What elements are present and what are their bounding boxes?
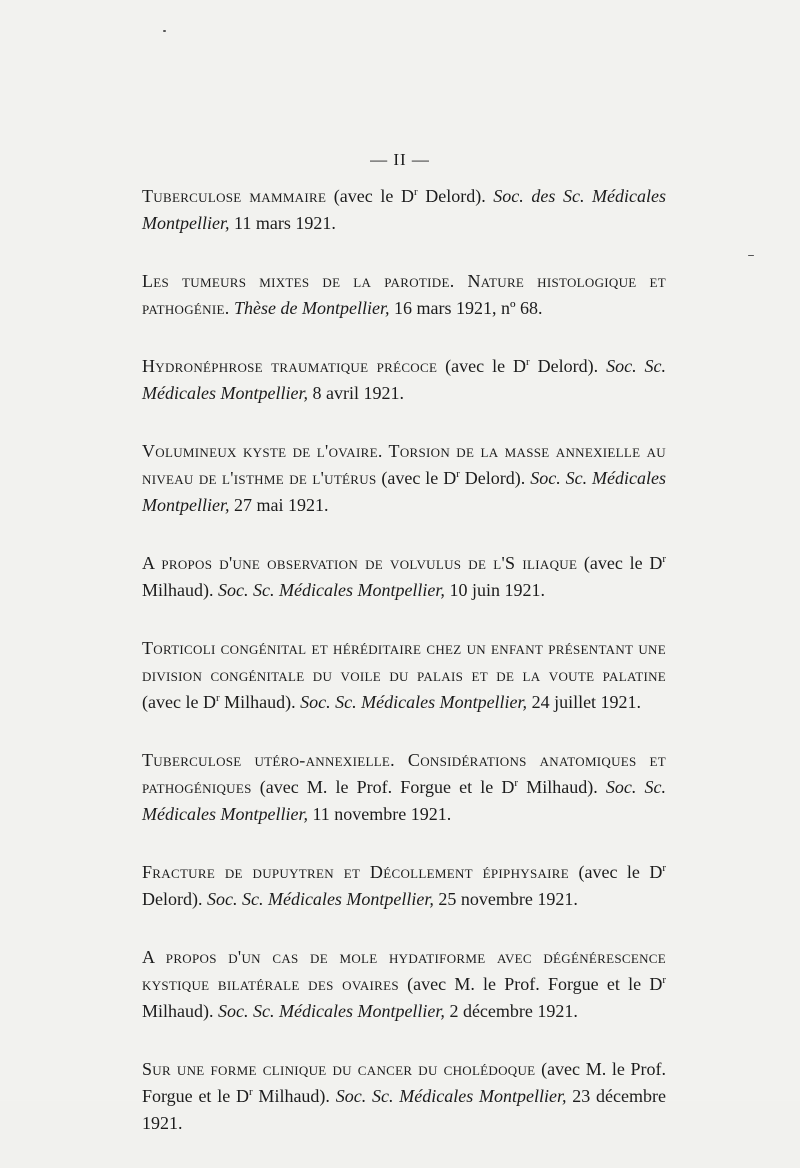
entry-coauthors: (avec le $D^r$ Delord). [376,468,531,488]
entry-coauthors: (avec M. le Prof. Forgue et le $D^r$ Milhaud). [142,1059,666,1106]
entry-publication: Soc. Sc. Médicales Montpellier, [218,1001,445,1021]
entry-publication: Soc. Sc. Médicales Montpellier, [206,889,434,909]
entry-coauthors: (avec le $D^r$ Delord). [437,356,607,376]
entry-coauthors: (avec M. le Prof. Forgue et le $D^r$ Milhaud). [142,974,666,1021]
entry-date: 11 novembre 1921. [307,804,452,824]
entry-coauthors: (avec le $D^r$ Milhaud). [142,692,301,712]
entry-date: 24 juillet 1921. [527,692,642,712]
entry-date: 27 mai 1921. [229,495,329,515]
entry-date: 25 novembre 1921. [433,889,578,909]
entry-coauthors: (avec le $D^r$ Milhaud). [142,553,667,600]
entry-publication: Soc. Sc. Médicales Montpellier, [300,692,528,712]
ink-speck [748,255,754,256]
entry-title: Tuberculose utéro-annexielle. Considérations anatomiques et pathogéniques [142,750,666,797]
entry-publication: Soc. Sc. Médicales Montpellier, [142,356,667,403]
entry-title: Sur une forme clinique du cancer du cholédoque [142,1059,536,1079]
bibliography-entry [142,944,666,1025]
entry-title: Volumineux kyste de l'ovaire. Torsion de la masse annexielle au niveau de l'isthme de l'utérus [142,441,666,488]
bibliography-entry [142,1056,666,1137]
entry-date: 2 décembre 1921. [444,1001,578,1021]
bibliography-entry [142,635,666,716]
bibliography-entry [142,550,666,604]
bibliography-list [142,183,666,1168]
entry-title: Les tumeurs mixtes de la parotide. Nature histologique et pathogénie. [142,271,666,318]
entry-date: 16 mars 1921, nº 68. [389,298,543,318]
bibliography-entry [142,859,666,913]
entry-title: Tuberculose mammaire [142,186,327,206]
entry-date: 8 avril 1921. [307,383,404,403]
entry-coauthors: (avec le $D^r$ Delord). [326,186,494,206]
entry-title: A propos d'une observation de volvulus de l'S iliaque [142,553,578,573]
entry-date: 10 juin 1921. [444,580,545,600]
entry-coauthors: (avec le $D^r$ Delord). [142,862,667,909]
entry-publication: Soc. Sc. Médicales Montpellier, [218,580,445,600]
entry-coauthors: (avec M. le Prof. Forgue et le $D^r$ Milhaud). [251,777,606,797]
entry-title: Fracture de dupuytren et Décollement épiphysaire [142,862,570,882]
bibliography-entry [142,353,666,407]
bibliography-entry [142,268,666,322]
entry-title: Hydronéphrose traumatique précoce [142,356,438,376]
entry-publication: Soc. Sc. Médicales Montpellier, [142,777,667,824]
bibliography-entry [142,438,666,519]
entry-publication: Soc. des Sc. Médicales Montpellier, [142,186,667,233]
entry-title: A propos d'un cas de mole hydatiforme avec dégénérescence kystique bilatérale des ovaires [142,947,666,994]
bibliography-entry [142,747,666,828]
entry-publication: Soc. Sc. Médicales Montpellier, [335,1086,567,1106]
entry-date: 11 mars 1921. [229,213,336,233]
entry-publication: Thèse de Montpellier, [234,298,390,318]
bibliography-entry [142,183,666,237]
ink-speck [163,30,166,32]
entry-date: 23 décembre 1921. [142,1086,666,1133]
entry-title: Torticoli congénital et héréditaire chez un enfant présentant une division congénitale du voile du palais et de la voute palatine [142,638,666,685]
page-number: — II — [370,150,430,169]
entry-publication: Soc. Sc. Médicales Montpellier, [142,468,666,515]
